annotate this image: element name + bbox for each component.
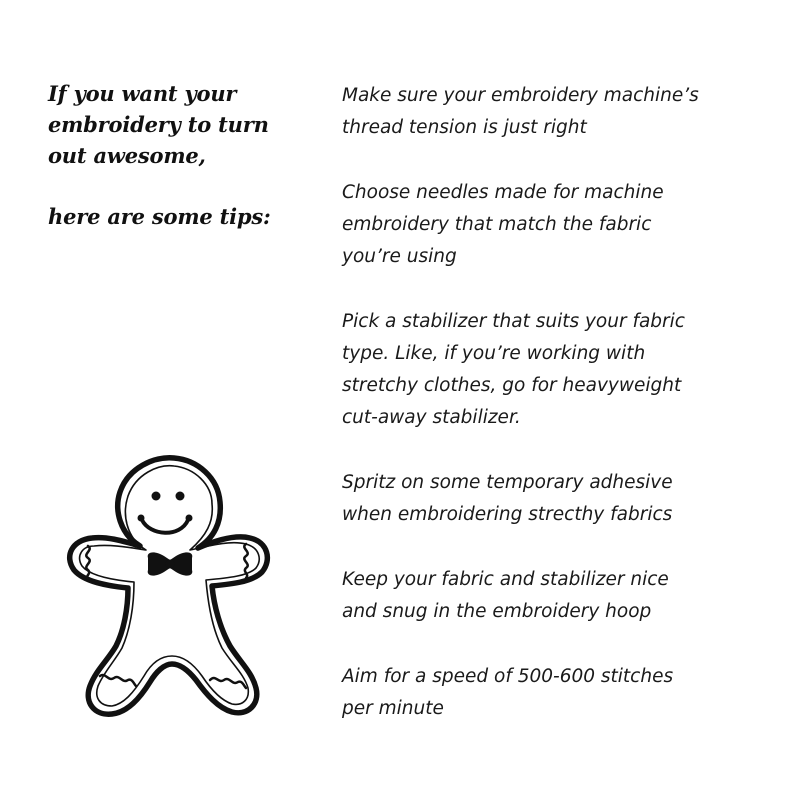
- smile: [142, 520, 188, 533]
- left-cheek: [138, 515, 145, 522]
- heading-line-3: out awesome,: [48, 143, 206, 168]
- tip-thread-tension: [342, 80, 762, 144]
- heading-gap: [48, 171, 308, 201]
- left-arm-squiggle: [86, 546, 89, 580]
- tip-line: when embroidering strecthy fabrics: [342, 504, 673, 525]
- tip-line: stretchy clothes, go for heavyweight: [342, 375, 682, 396]
- bow-tie-knot: [166, 560, 175, 569]
- tip-line: embroidery that match the fabric: [342, 214, 652, 235]
- right-eye: [176, 492, 185, 501]
- tip-needles: [342, 177, 762, 273]
- tip-line: Spritz on some temporary adhesive: [342, 472, 673, 493]
- heading-line-2: embroidery to turn: [48, 112, 269, 137]
- right-arm-squiggle: [244, 544, 247, 578]
- tips-list: [342, 80, 762, 758]
- tip-line: you’re using: [342, 246, 457, 267]
- tip-line: Pick a stabilizer that suits your fabric: [342, 311, 685, 332]
- tip-line: thread tension is just right: [342, 117, 587, 138]
- tip-line: Keep your fabric and stabilizer nice: [342, 569, 669, 590]
- heading-subline: here are some tips:: [48, 204, 271, 229]
- tip-line: and snug in the embroidery hoop: [342, 601, 652, 622]
- right-leg-squiggle: [210, 678, 246, 688]
- heading-line-1: If you want your: [48, 81, 237, 106]
- tip-line: cut-away stabilizer.: [342, 407, 521, 428]
- tip-line: type. Like, if you’re working with: [342, 343, 646, 364]
- left-eye: [152, 492, 161, 501]
- tip-adhesive: [342, 467, 762, 531]
- tip-hoop: [342, 564, 762, 628]
- gingerbread-man-icon: [62, 450, 282, 720]
- tip-line: Make sure your embroidery machine’s: [342, 85, 699, 106]
- right-cheek: [186, 515, 193, 522]
- intro-heading: [48, 78, 308, 232]
- tip-line: per minute: [342, 698, 444, 719]
- tip-line: Aim for a speed of 500-600 stitches: [342, 666, 674, 687]
- tip-speed: [342, 661, 762, 725]
- left-leg-squiggle: [100, 675, 136, 686]
- tip-line: Choose needles made for machine: [342, 182, 664, 203]
- tip-stabilizer: [342, 306, 762, 434]
